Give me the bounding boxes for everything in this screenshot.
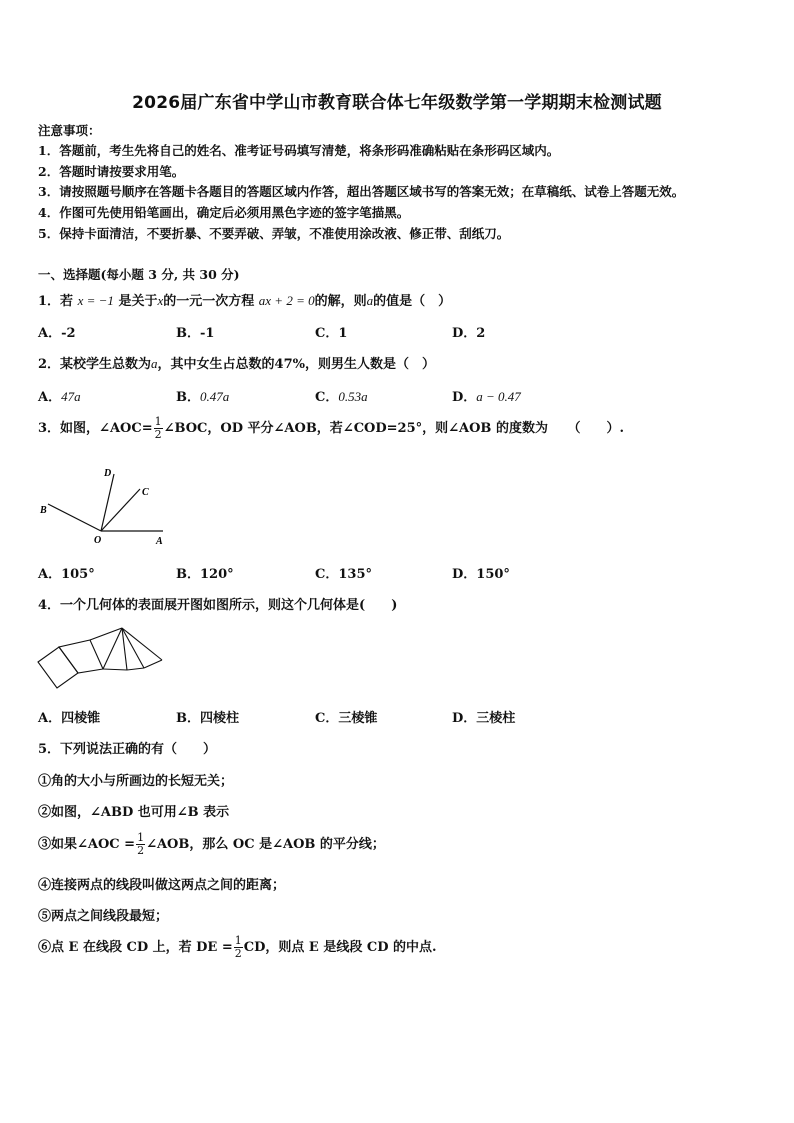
fraction: $\frac{1}{2}$ xyxy=(137,831,145,857)
option-b: B．120° xyxy=(176,567,234,582)
question-2: 2．某校学生总数为a，其中女生占总数的47%，则男生人数是（ ） xyxy=(38,356,435,372)
option-a: A．四棱锥 xyxy=(38,711,101,726)
question-3: 3．如图，∠AOC= $\frac{1}{2}$ ∠BOC，OD 平分∠AOB，若∠COD=25°，则∠AOB 的度数为 （ ）. xyxy=(38,415,624,441)
option-a: A．47a xyxy=(38,389,81,405)
option-d: D．150° xyxy=(452,567,510,582)
label-c: C xyxy=(142,487,149,498)
fraction: $\frac{1}{2}$ xyxy=(234,934,242,960)
option-c: C．三棱锥 xyxy=(315,711,378,726)
note-item: 5．保持卡面清洁，不要折暴、不要弄破、弄皱，不准使用涂改液、修正带、刮纸刀。 xyxy=(38,226,510,241)
notes-heading: 注意事项： xyxy=(38,123,101,138)
option-a: A．-2 xyxy=(38,326,76,341)
note-item: 3．请按照题号顺序在答题卡各题目的答题区域内作答，超出答题区域书写的答案无效；在草稿纸、试卷上答题无效。 xyxy=(38,184,685,199)
net-diagram xyxy=(36,624,166,694)
statement-4: ④连接两点的线段叫做这两点之间的距离； xyxy=(38,878,286,893)
option-d: D．a − 0.47 xyxy=(452,389,521,405)
option-c: C．0.53a xyxy=(315,389,368,405)
page-title: 2026届广东省中学山市教育联合体七年级数学第一学期期末检测试题 xyxy=(132,93,662,113)
question-5: 5．下列说法正确的有（ ） xyxy=(38,742,217,757)
fraction: $\frac{1}{2}$ xyxy=(154,415,162,441)
option-c: C．1 xyxy=(315,326,348,341)
option-d: D．2 xyxy=(452,326,486,341)
angle-diagram xyxy=(36,462,176,552)
label-d: D xyxy=(104,468,112,479)
note-item: 2．答题时请按要求用笔。 xyxy=(38,164,185,179)
statement-6: ⑥点 E 在线段 CD 上，若 DE = $\frac{1}{2}$ CD，则点 E 是线段 CD 的中点. xyxy=(38,934,437,960)
note-item: 1．答题前，考生先将自己的姓名、准考证号码填写清楚，将条形码准确粘贴在条形码区域内。 xyxy=(38,143,560,158)
option-b: B．四棱柱 xyxy=(176,711,239,726)
statement-3: ③如果∠AOC = $\frac{1}{2}$ ∠AOB，那么 OC 是∠AOB 的平分线； xyxy=(38,831,385,857)
option-d: D．三棱柱 xyxy=(452,711,516,726)
question-4: 4．一个几何体的表面展开图如图所示，则这个几何体是( ) xyxy=(38,598,398,613)
statement-2: ②如图，∠ABD 也可用∠B 表示 xyxy=(38,805,230,820)
statement-5: ⑤两点之间线段最短； xyxy=(38,909,169,924)
section-heading: 一、选择题(每小题 3 分, 共 30 分) xyxy=(38,267,240,282)
label-b: B xyxy=(40,505,47,516)
option-a: A．105° xyxy=(38,567,95,582)
option-b: B．0.47a xyxy=(176,389,230,405)
label-o: O xyxy=(94,535,102,546)
statement-1: ①角的大小与所画边的长短无关； xyxy=(38,774,234,789)
question-1: 1．若 x = −1 是关于x的一元一次方程 ax + 2 = 0的解，则a的值是（ ） xyxy=(38,293,452,309)
note-item: 4．作图可先使用铅笔画出，确定后必须用黑色字迹的签字笔描黑。 xyxy=(38,205,410,220)
option-c: C．135° xyxy=(315,567,372,582)
label-a: A xyxy=(156,536,163,547)
option-b: B．-1 xyxy=(176,326,215,341)
